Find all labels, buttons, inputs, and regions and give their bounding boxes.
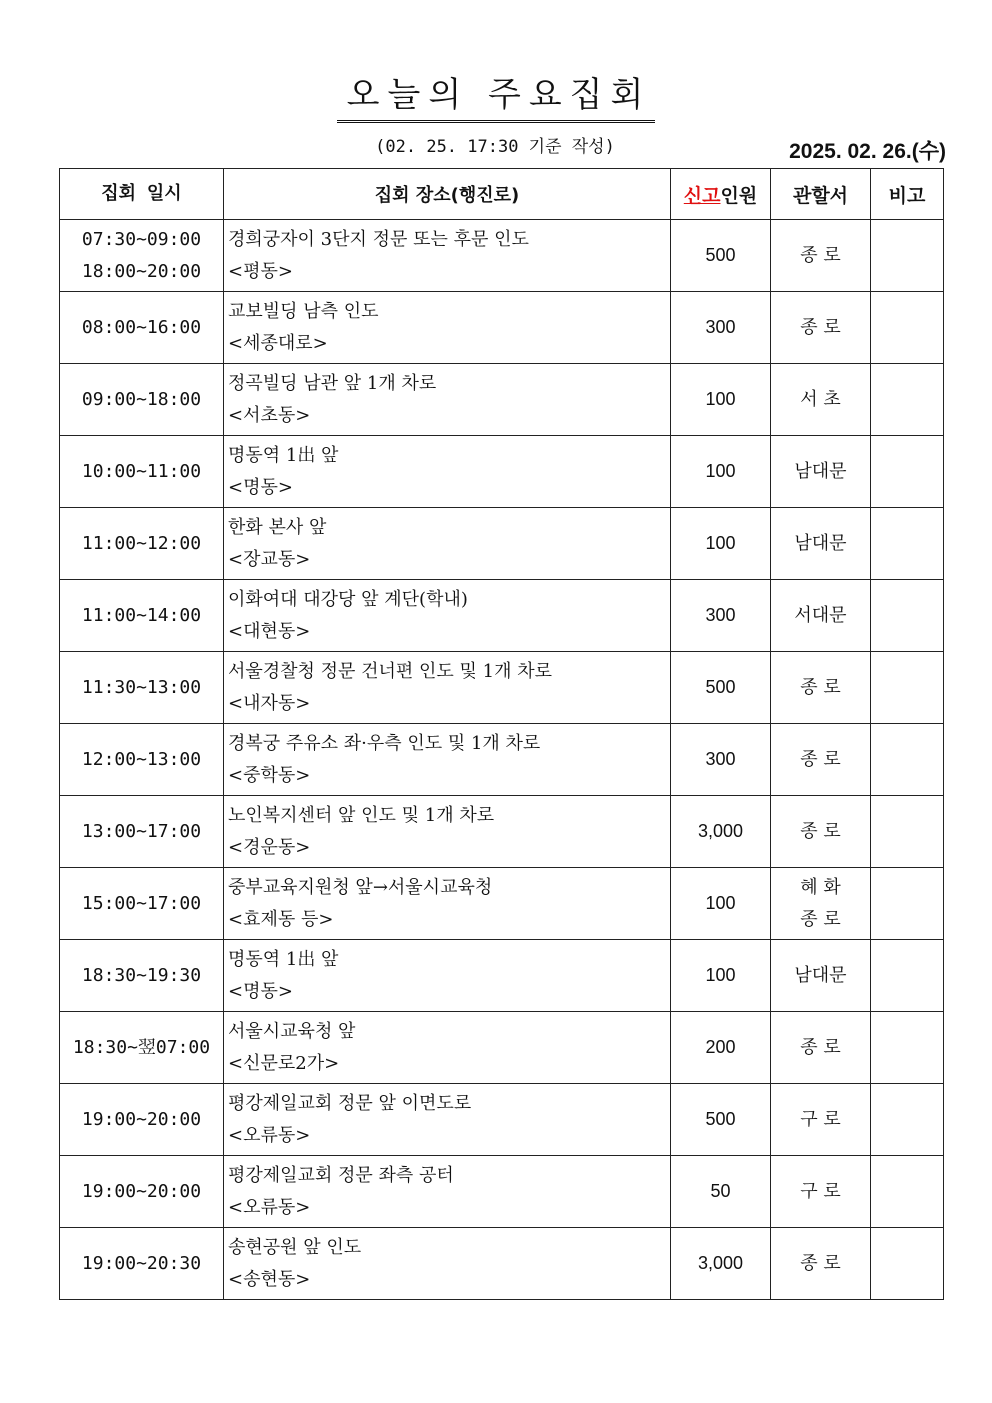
row-note-cell [871, 868, 944, 940]
row-time-start: 07:30~09:00 [81, 228, 202, 250]
table-row [60, 868, 944, 940]
row-note-cell [871, 724, 944, 796]
row-note-cell [871, 1228, 944, 1300]
row-office-cell [771, 1228, 871, 1300]
row-office: 종 로 [800, 1252, 841, 1274]
row-time-start: 08:00~16:00 [81, 316, 202, 338]
row-time-start: 10:00~11:00 [81, 460, 202, 482]
row-time-cell [60, 1012, 224, 1084]
row-place-cell [224, 364, 671, 436]
row-area: <오류동> [228, 1196, 311, 1218]
row-count: 300 [671, 580, 771, 652]
row-office: 혜 화 [800, 876, 841, 898]
row-area: <서초동> [228, 404, 311, 426]
row-count: 500 [671, 1084, 771, 1156]
row-office-cell [771, 220, 871, 292]
row-place: 평강제일교회 정문 앞 이면도로 [228, 1092, 472, 1114]
row-count: 300 [671, 724, 771, 796]
table-row [60, 1156, 944, 1228]
row-area: <내자동> [228, 692, 311, 714]
row-time-cell [60, 796, 224, 868]
table-row [60, 724, 944, 796]
row-office-cell [771, 724, 871, 796]
row-time-cell [60, 508, 224, 580]
table-row [60, 436, 944, 508]
table-row [60, 940, 944, 1012]
row-time-cell [60, 1156, 224, 1228]
row-place-cell [224, 508, 671, 580]
row-place-cell [224, 868, 671, 940]
row-place: 정곡빌딩 남관 앞 1개 차로 [228, 372, 437, 394]
row-area: <명동> [228, 980, 293, 1002]
row-time-cell [60, 868, 224, 940]
row-area: <중학동> [228, 764, 311, 786]
table-row [60, 796, 944, 868]
row-office-cell [771, 868, 871, 940]
row-time-cell [60, 1228, 224, 1300]
header-count-red: 신고 [683, 184, 721, 207]
row-count: 50 [671, 1156, 771, 1228]
row-office: 종 로 [800, 748, 841, 770]
row-area: <대현동> [228, 620, 311, 642]
document-date: 2025. 02. 26.(수) [789, 140, 946, 163]
row-count: 100 [671, 940, 771, 1012]
row-time-start: 11:30~13:00 [81, 676, 202, 698]
row-area: <송현동> [228, 1268, 311, 1290]
row-place-cell [224, 1012, 671, 1084]
row-place: 평강제일교회 정문 좌측 공터 [228, 1164, 454, 1186]
row-place-cell [224, 724, 671, 796]
table-row [60, 292, 944, 364]
row-note-cell [871, 292, 944, 364]
row-place: 명동역 1出 앞 [228, 948, 339, 970]
row-area: <세종대로> [228, 332, 328, 354]
row-office: 남대문 [794, 532, 847, 554]
table-row [60, 364, 944, 436]
row-area: <경운동> [228, 836, 311, 858]
row-note-cell [871, 796, 944, 868]
row-count: 300 [671, 292, 771, 364]
row-place-cell [224, 652, 671, 724]
row-office-cell [771, 508, 871, 580]
row-office-cell [771, 1156, 871, 1228]
row-place-cell [224, 580, 671, 652]
row-office-cell [771, 580, 871, 652]
document-subtitle: (02. 25. 17:30 기준 작성) [375, 137, 615, 157]
row-area: <명동> [228, 476, 293, 498]
row-office-cell [771, 364, 871, 436]
document-title-wrap [0, 72, 992, 123]
row-time-start: 13:00~17:00 [81, 820, 202, 842]
row-place-cell [224, 1156, 671, 1228]
header-place: 집회 장소(행진로) [224, 169, 671, 220]
table-row [60, 652, 944, 724]
row-office-cell [771, 436, 871, 508]
header-office: 관할서 [771, 169, 871, 220]
row-office: 구 로 [800, 1108, 841, 1130]
row-count: 100 [671, 508, 771, 580]
row-time-cell [60, 940, 224, 1012]
row-office-cell [771, 796, 871, 868]
row-time-cell [60, 436, 224, 508]
row-note-cell [871, 508, 944, 580]
row-office: 서대문 [794, 604, 847, 626]
row-time-start: 18:30~翌07:00 [72, 1036, 211, 1058]
row-place: 경희궁자이 3단지 정문 또는 후문 인도 [228, 228, 529, 250]
row-office: 남대문 [794, 460, 847, 482]
row-place: 경복궁 주유소 좌·우측 인도 및 1개 차로 [228, 732, 541, 754]
row-office: 종 로 [800, 676, 841, 698]
row-office: 종 로 [800, 1036, 841, 1058]
row-place-cell [224, 1084, 671, 1156]
row-time-start: 19:00~20:00 [81, 1180, 202, 1202]
row-time-second: 18:00~20:00 [81, 260, 202, 282]
row-office: 구 로 [800, 1180, 841, 1202]
row-time-start: 11:00~14:00 [81, 604, 202, 626]
row-office-cell [771, 1084, 871, 1156]
row-time-cell [60, 580, 224, 652]
row-place: 중부교육지원청 앞→서울시교육청 [228, 876, 493, 898]
row-place-cell [224, 436, 671, 508]
row-time-cell [60, 292, 224, 364]
row-area: <평동> [228, 260, 293, 282]
row-count: 3,000 [671, 1228, 771, 1300]
row-office-cell [771, 940, 871, 1012]
table-row [60, 220, 944, 292]
row-time-start: 18:30~19:30 [81, 964, 202, 986]
row-count: 500 [671, 652, 771, 724]
row-place: 송현공원 앞 인도 [228, 1236, 362, 1258]
table-row [60, 580, 944, 652]
row-place: 명동역 1出 앞 [228, 444, 339, 466]
row-time-cell [60, 364, 224, 436]
row-time-cell [60, 1084, 224, 1156]
row-office-cell [771, 1012, 871, 1084]
document-title: 오늘의 주요집회 [337, 72, 656, 123]
row-count: 100 [671, 364, 771, 436]
row-place: 교보빌딩 남측 인도 [228, 300, 379, 322]
row-office: 종 로 [800, 316, 841, 338]
row-place: 이화여대 대강당 앞 계단(학내) [228, 588, 468, 610]
table-row [60, 508, 944, 580]
row-place-cell [224, 220, 671, 292]
row-area: <효제동 등> [228, 908, 334, 930]
row-count: 3,000 [671, 796, 771, 868]
row-office: 서 초 [800, 388, 841, 410]
row-place: 노인복지센터 앞 인도 및 1개 차로 [228, 804, 495, 826]
rally-table [59, 168, 944, 1300]
header-count-rest: 인원 [720, 184, 758, 207]
row-time-start: 11:00~12:00 [81, 532, 202, 554]
row-note-cell [871, 580, 944, 652]
row-count: 100 [671, 436, 771, 508]
row-time-cell [60, 220, 224, 292]
row-place-cell [224, 292, 671, 364]
row-note-cell [871, 220, 944, 292]
row-time-start: 12:00~13:00 [81, 748, 202, 770]
row-time-cell [60, 724, 224, 796]
row-note-cell [871, 652, 944, 724]
row-area: <오류동> [228, 1124, 311, 1146]
row-place-cell [224, 940, 671, 1012]
row-time-cell [60, 652, 224, 724]
row-time-start: 15:00~17:00 [81, 892, 202, 914]
row-count: 500 [671, 220, 771, 292]
row-place: 서울시교육청 앞 [228, 1020, 356, 1042]
row-count: 100 [671, 868, 771, 940]
row-place: 한화 본사 앞 [228, 516, 327, 538]
row-note-cell [871, 436, 944, 508]
row-office: 종 로 [800, 244, 841, 266]
row-note-cell [871, 1084, 944, 1156]
header-count [671, 169, 771, 220]
row-place-cell [224, 1228, 671, 1300]
row-note-cell [871, 364, 944, 436]
table-row [60, 1228, 944, 1300]
row-area: <신문로2가> [228, 1052, 340, 1074]
table-row [60, 1012, 944, 1084]
header-time: 집회 일시 [60, 169, 224, 220]
row-note-cell [871, 1012, 944, 1084]
row-office: 남대문 [794, 964, 847, 986]
row-area: <장교동> [228, 548, 311, 570]
row-office-second: 종 로 [800, 908, 841, 930]
row-place-cell [224, 796, 671, 868]
table-row [60, 1084, 944, 1156]
header-note: 비고 [871, 169, 944, 220]
row-note-cell [871, 940, 944, 1012]
row-place: 서울경찰청 정문 건너편 인도 및 1개 차로 [228, 660, 552, 682]
row-time-start: 09:00~18:00 [81, 388, 202, 410]
row-office: 종 로 [800, 820, 841, 842]
row-time-start: 19:00~20:00 [81, 1108, 202, 1130]
row-office-cell [771, 652, 871, 724]
row-office-cell [771, 292, 871, 364]
row-note-cell [871, 1156, 944, 1228]
row-time-start: 19:00~20:30 [81, 1252, 202, 1274]
row-count: 200 [671, 1012, 771, 1084]
table-header-row [60, 169, 944, 220]
